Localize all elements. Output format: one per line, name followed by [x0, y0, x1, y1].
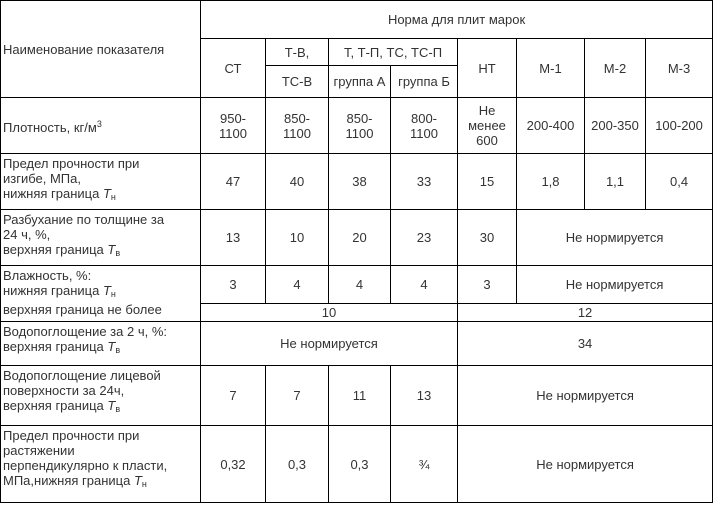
header-norm-title: Норма для плит марок	[201, 1, 713, 39]
cell-tensile-group-b: ¾	[391, 426, 458, 503]
cell-moisture-upper-right: 12	[458, 304, 713, 322]
cell-face-absorption-right-merged: Не нормируется	[458, 366, 713, 426]
cell-absorption2h-right-merged: 34	[458, 322, 713, 366]
row-density-name: Плотность, $кг/м^3$	[1, 98, 201, 154]
cell-swelling-tv: 10	[266, 210, 329, 266]
cell-density-m1: 200-400	[517, 98, 585, 154]
row-face-absorption-name: Водопоглощение лицевой поверхности за 24ч, верхняя граница $T_в$	[1, 366, 201, 426]
cell-bending-st: 47	[201, 154, 266, 210]
cell-face-absorption-st: 7	[201, 366, 266, 426]
cell-bending-nt: 15	[458, 154, 517, 210]
cell-bending-m2: 1,1	[585, 154, 646, 210]
header-col-tv-line2: ТС-В	[266, 66, 329, 98]
cell-density-m2: 200-350	[585, 98, 646, 154]
cell-moisture-group-b: 4	[391, 266, 458, 304]
header-col-tv-line1: Т-В,	[266, 39, 329, 66]
cell-face-absorption-group-b: 13	[391, 366, 458, 426]
cell-density-nt: Не менее 600	[458, 98, 517, 154]
cell-face-absorption-group-a: 11	[329, 366, 391, 426]
cell-tensile-group-a: 0,3	[329, 426, 391, 503]
cell-bending-group-a: 38	[329, 154, 391, 210]
cell-swelling-group-a: 20	[329, 210, 391, 266]
cell-bending-tv: 40	[266, 154, 329, 210]
header-col-ttp-group: Т, Т-П, ТС, ТС-П	[329, 39, 458, 66]
cell-absorption2h-left-merged: Не нормируется	[201, 322, 458, 366]
row-tensile-name: Предел прочности при растяжении перпендикулярно к пласти, МПа,нижняя граница $T_н$	[1, 426, 201, 503]
cell-tensile-tv: 0,3	[266, 426, 329, 503]
cell-density-tv: 850- 1100	[266, 98, 329, 154]
cell-swelling-nt: 30	[458, 210, 517, 266]
cell-density-group-b: 800- 1100	[391, 98, 458, 154]
cell-tensile-right-merged: Не нормируется	[458, 426, 713, 503]
row-bending-name: Предел прочности при изгибе, МПа, нижняя граница $T_н$	[1, 154, 201, 210]
cell-moisture-m-merged: Не нормируется	[517, 266, 713, 304]
cell-moisture-tv: 4	[266, 266, 329, 304]
cell-bending-group-b: 33	[391, 154, 458, 210]
cell-moisture-nt: 3	[458, 266, 517, 304]
cell-swelling-st: 13	[201, 210, 266, 266]
cell-bending-m1: 1,8	[517, 154, 585, 210]
header-col-nt: НТ	[458, 39, 517, 98]
header-col-group-a: группа А	[329, 66, 391, 98]
cell-swelling-group-b: 23	[391, 210, 458, 266]
cell-tensile-st: 0,32	[201, 426, 266, 503]
row-swelling-name: Разбухание по толщине за 24 ч, %, верхняя граница $T_в$	[1, 210, 201, 266]
cell-density-m3: 100-200	[646, 98, 713, 154]
cell-moisture-upper-left: 10	[201, 304, 458, 322]
cell-density-group-a: 850- 1100	[329, 98, 391, 154]
cell-moisture-st: 3	[201, 266, 266, 304]
header-col-m3: М-3	[646, 39, 713, 98]
row-moisture-name: Влажность, %: нижняя граница $T_н$ верхняя граница не более	[1, 266, 201, 322]
cell-density-st: 950- 1100	[201, 98, 266, 154]
cell-face-absorption-tv: 7	[266, 366, 329, 426]
row-absorption2h-name: Водопоглощение за 2 ч, %: верхняя граница $T_в$	[1, 322, 201, 366]
header-indicator-name: Наименование показателя	[1, 1, 201, 98]
cell-bending-m3: 0,4	[646, 154, 713, 210]
header-col-st: СТ	[201, 39, 266, 98]
header-col-m2: М-2	[585, 39, 646, 98]
cell-moisture-group-a: 4	[329, 266, 391, 304]
header-col-group-b: группа Б	[391, 66, 458, 98]
header-col-m1: М-1	[517, 39, 585, 98]
cell-swelling-m-merged: Не нормируется	[517, 210, 713, 266]
